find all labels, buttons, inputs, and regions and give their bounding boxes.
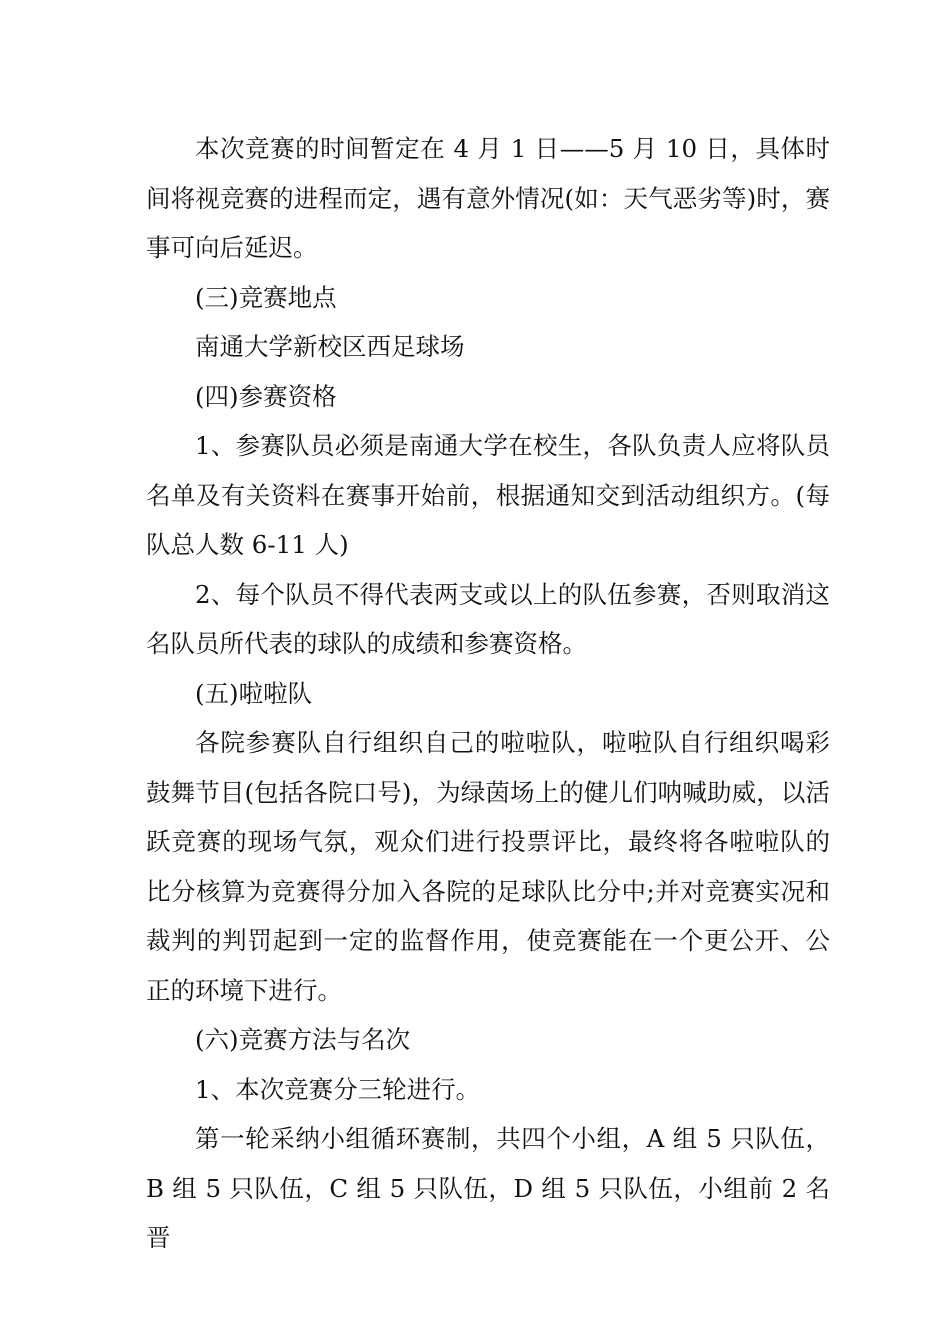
document-body [146,124,830,1263]
paragraph-venue: 南通大学新校区西足球场 [195,332,465,361]
section-heading-eligibility: (四)参赛资格 [195,381,337,411]
paragraph-eligibility-2: 2、每个队员不得代表两支或以上的队伍参赛，否则取消这名队员所代表的球队的成绩和参赛资格。 [146,579,830,658]
paragraph-cheerleaders: 各院参赛队自行组织自己的啦啦队，啦啦队自行组织喝彩鼓舞节目(包括各院口号)，为绿茵场上的健儿们呐喊助威，以活跃竞赛的现场气氛，观众们进行投票评比，最终将各啦啦队的比分核算为竞赛得分加入各院的足球队比分中;并对竞赛实况和裁判的判罚起到一定的监督作用，使竞赛能在一个更公开、公正的环境下进行。 [146,728,830,1005]
paragraph-round-one: 第一轮采纳小组循环赛制，共四个小组，A 组 5 只队伍，B 组 5 只队伍，C 组 5 只队伍，D 组 5 只队伍，小组前 2 名晋 [146,1124,830,1252]
section-heading-venue: (三)竞赛地点 [195,282,337,312]
paragraph-schedule: 本次竞赛的时间暂定在 4 月 1 日——5 月 10 日，具体时间将视竞赛的进程而定，遇有意外情况(如：天气恶劣等)时，赛事可向后延迟。 [146,134,830,262]
section-heading-method: (六)竞赛方法与名次 [195,1025,411,1054]
paragraph-method-1: 1、本次竞赛分三轮进行。 [195,1074,481,1104]
paragraph-eligibility-1: 1、参赛队员必须是南通大学在校生，各队负责人应将队员名单及有关资料在赛事开始前，根据通知交到活动组织方。(每队总人数 6-11 人) [146,431,830,559]
section-heading-cheerleaders: (五)啦啦队 [195,678,313,708]
